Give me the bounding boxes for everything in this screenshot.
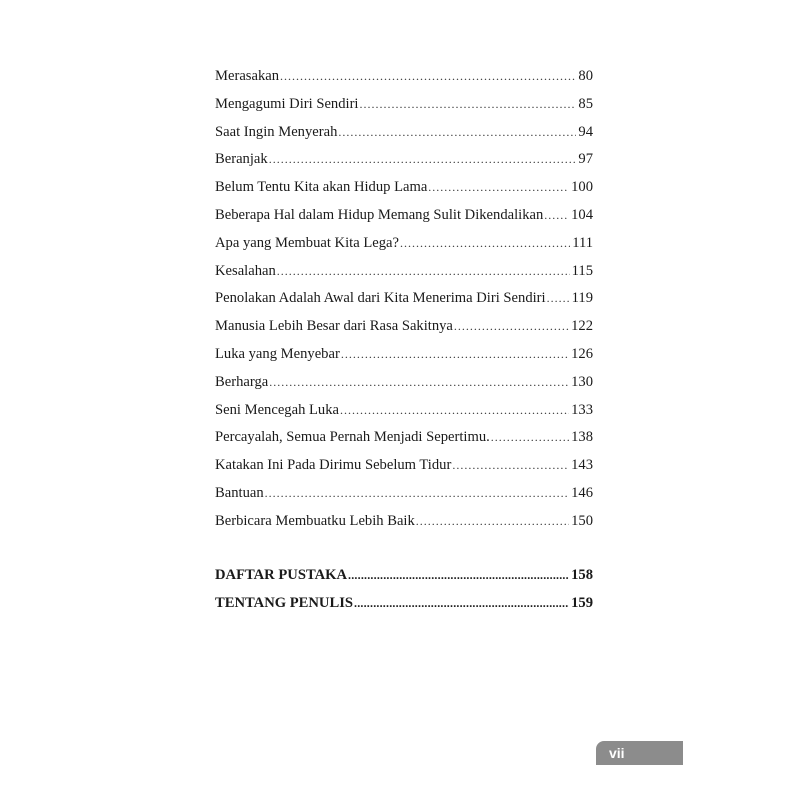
toc-entry-title: Mengagumi Diri Sendiri <box>215 95 359 112</box>
toc-entry-title: Beranjak <box>215 151 268 168</box>
toc-entry-page: 150 <box>571 512 593 529</box>
dot-leader <box>341 341 569 369</box>
toc-entry[interactable] <box>215 119 593 147</box>
toc-entry[interactable] <box>215 202 593 230</box>
toc-entry[interactable] <box>215 397 593 425</box>
toc-entry-title: Luka yang Menyebar <box>215 345 340 362</box>
toc-entry-page: 94 <box>578 123 593 140</box>
toc-entry-title: Berharga <box>215 373 269 390</box>
toc-entry-title: Katakan Ini Pada Dirimu Sebelum Tidur <box>215 457 452 474</box>
toc-entry-title: Percayalah, Semua Pernah Menjadi Sepertimu. <box>215 429 490 446</box>
toc-entry-title: TENTANG PENULIS <box>215 595 353 611</box>
toc-entry[interactable] <box>215 285 593 313</box>
dot-leader <box>400 230 570 258</box>
dot-leader <box>491 424 569 452</box>
page-number: vii <box>609 745 625 761</box>
toc-entry-page: 159 <box>571 595 593 611</box>
back-matter-entry[interactable] <box>215 589 593 617</box>
toc-entry-title: Apa yang Membuat Kita Lega? <box>215 234 399 251</box>
toc-entry-title: Penolakan Adalah Awal dari Kita Menerima Diri Sendiri <box>215 290 546 307</box>
toc-entry-page: 138 <box>571 429 593 446</box>
toc-entry-title: Saat Ingin Menyerah <box>215 123 338 140</box>
back-matter-list <box>215 561 593 617</box>
toc-entry[interactable] <box>215 91 593 119</box>
dot-leader <box>360 91 577 119</box>
toc-entry-title: Beberapa Hal dalam Hidup Memang Sulit Dikendalikan <box>215 206 544 223</box>
toc-entry-page: 85 <box>578 95 593 112</box>
toc-entry-page: 100 <box>571 179 593 196</box>
dot-leader <box>269 369 569 397</box>
page-number-tab <box>596 741 683 765</box>
dot-leader <box>454 313 569 341</box>
table-of-contents <box>215 63 593 536</box>
toc-entry-title: Bantuan <box>215 484 264 501</box>
toc-entry-page: 126 <box>571 345 593 362</box>
toc-entry-title: Berbicara Membuatku Lebih Baik <box>215 512 415 529</box>
toc-entry-title: Seni Mencegah Luka <box>215 401 340 418</box>
toc-entry-title: Kesalahan <box>215 262 276 279</box>
toc-entry[interactable] <box>215 424 593 452</box>
toc-entry-title: Belum Tentu Kita akan Hidup Lama <box>215 179 428 196</box>
toc-entry-page: 133 <box>571 401 593 418</box>
toc-entry[interactable] <box>215 341 593 369</box>
dot-leader <box>348 561 569 589</box>
toc-entry-page: 111 <box>572 234 593 251</box>
toc-entry-title: Manusia Lebih Besar dari Rasa Sakitnya <box>215 318 453 335</box>
toc-entry[interactable] <box>215 174 593 202</box>
toc-entry[interactable] <box>215 63 593 91</box>
dot-leader <box>452 452 569 480</box>
toc-entry[interactable] <box>215 258 593 286</box>
toc-entry-page: 130 <box>571 373 593 390</box>
dot-leader <box>277 258 570 286</box>
dot-leader <box>544 202 569 230</box>
toc-entry[interactable] <box>215 230 593 258</box>
dot-leader <box>354 589 569 617</box>
toc-entry-page: 143 <box>571 457 593 474</box>
toc-entry-page: 80 <box>578 68 593 84</box>
toc-entry-title: DAFTAR PUSTAKA <box>215 567 348 583</box>
dot-leader <box>280 63 576 91</box>
toc-entry[interactable] <box>215 313 593 341</box>
toc-entry[interactable] <box>215 452 593 480</box>
toc-entry-title: Merasakan <box>215 68 280 84</box>
toc-entry-page: 115 <box>571 262 593 279</box>
toc-entry[interactable] <box>215 508 593 536</box>
toc-entry-page: 97 <box>578 151 593 168</box>
toc-entry-page: 146 <box>571 484 593 501</box>
toc-entry[interactable] <box>215 146 593 174</box>
toc-entry[interactable] <box>215 480 593 508</box>
dot-leader <box>547 285 570 313</box>
back-matter-entry[interactable] <box>215 561 593 589</box>
dot-leader <box>265 480 569 508</box>
toc-entry-page: 104 <box>571 206 593 223</box>
toc-entry[interactable] <box>215 369 593 397</box>
dot-leader <box>428 174 569 202</box>
dot-leader <box>338 119 576 147</box>
dot-leader <box>340 397 569 425</box>
dot-leader <box>269 146 577 174</box>
dot-leader <box>416 508 569 536</box>
toc-entry-page: 119 <box>571 290 593 307</box>
toc-entry-page: 122 <box>571 318 593 335</box>
toc-entry-page: 158 <box>571 567 593 583</box>
